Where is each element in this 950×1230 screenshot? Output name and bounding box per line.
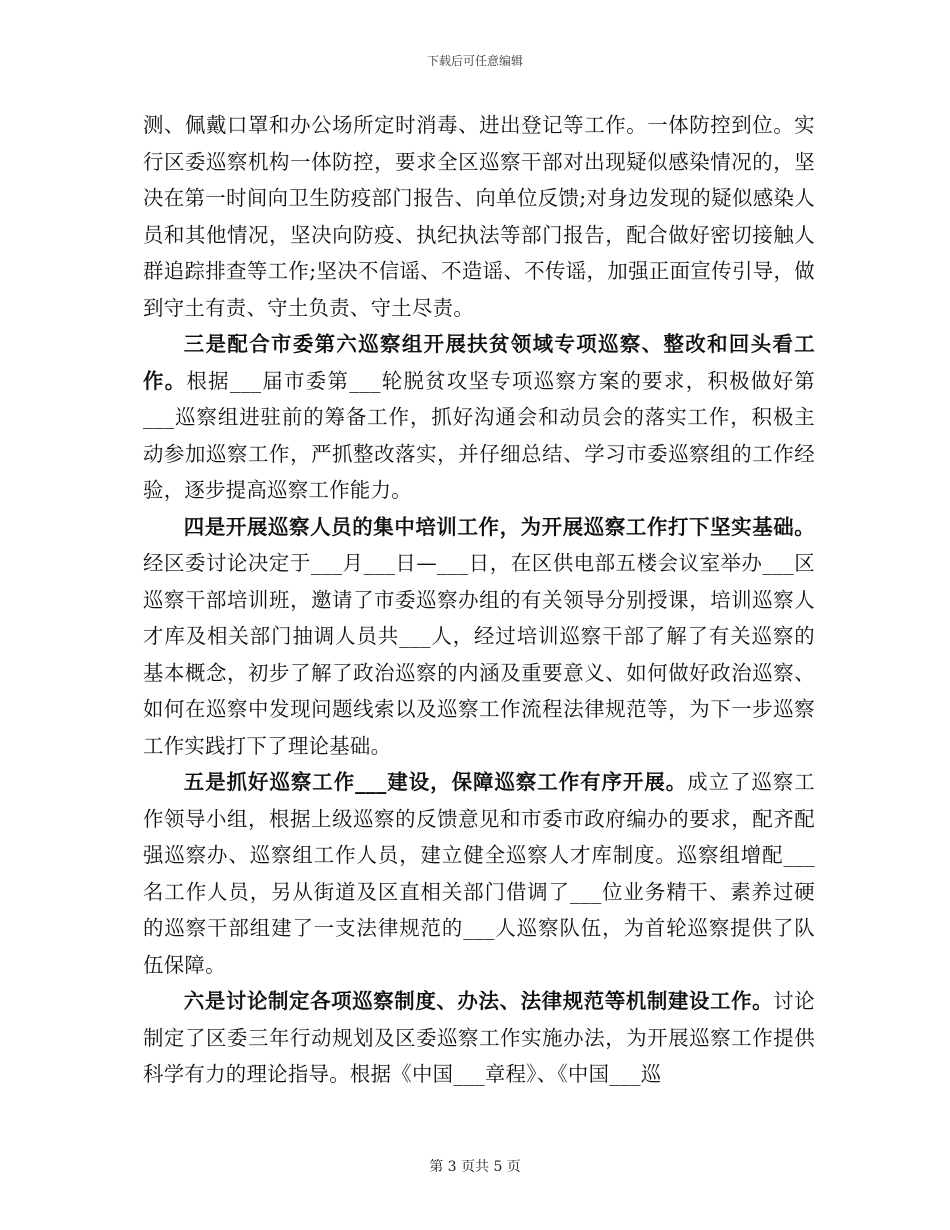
paragraph-5 <box>143 983 815 1093</box>
paragraph-heading: 六是讨论制定各项巡察制度、办法、法律规范等机制建设工作。 <box>183 989 774 1013</box>
paragraph-text: 经区委讨论决定于___月___日—___日，在区供电部五楼会议室举办___区巡察干部培训班，邀请了市委巡察办组的有关领导分别授课，培训巡察人才库及相关部门抽调人员共___人，经过培训巡察干部了解了有关巡察的基本概念，初步了解了政治巡察的内涵及重要意义、如何做好政治巡察、如何在巡察中发现问题线索以及巡察工作流程法律规范等，为下一步巡察工作实践打下了理论基础。 <box>143 551 815 758</box>
document-body <box>143 107 815 1093</box>
paragraph-heading: 四是开展巡察人员的集中培训工作，为开展巡察工作打下坚实基础。 <box>183 514 815 539</box>
paragraph-text: 成立了巡察工作领导小组，根据上级巡察的反馈意见和市委市政府编办的要求，配齐配强巡察办、巡察组工作人员，建立健全巡察人才库制度。巡察组增配___名工作人员，另从街道及区直相关部门借调了___位业务精干、素养过硬的巡察干部组建了一支法律规范的___人巡察队伍，为首轮巡察提供了队伍保障。 <box>143 770 815 977</box>
paragraph-heading: 三是配合市委第六巡察组开展扶贫领域专项巡察、整改和回头看工作。 <box>143 332 815 393</box>
page-footer: 第 3 页共 5 页 <box>429 1159 521 1175</box>
paragraph-3 <box>143 509 815 765</box>
paragraph-text: 讨论制定了区委三年行动规划及区委巡察工作实施办法，为开展巡察工作提供科学有力的理论指导。根据《中国___章程》、《中国___巡 <box>143 989 815 1086</box>
paragraph-2 <box>143 326 815 509</box>
page-header: 下载后可任意编辑 <box>426 54 523 68</box>
paragraph-1 <box>143 107 815 326</box>
paragraph-text: 根据___届市委第___轮脱贫攻坚专项巡察方案的要求，积极做好第___巡察组进驻前的筹备工作，抓好沟通会和动员会的落实工作，积极主动参加巡察工作，严抓整改落实，并仔细总结、学习市委巡察组的工作经验，逐步提高巡察工作能力。 <box>143 368 815 502</box>
paragraph-heading: 五是抓好巡察工作___建设，保障巡察工作有序开展。 <box>183 770 688 794</box>
paragraph-4 <box>143 764 815 983</box>
paragraph-text: 测、佩戴口罩和办公场所定时消毒、进出登记等工作。一体防控到位。实行区委巡察机构一体防控，要求全区巡察干部对出现疑似感染情况的，坚决在第一时间向卫生防疫部门报告、向单位反馈;对身边发现的疑似感染人员和其他情况，坚决向防疫、执纪执法等部门报告，配合做好密切接触人群追踪排查等工作;坚决不信谣、不造谣、不传谣，加强正面宣传引导，做到守土有责、守土负责、守土尽责。 <box>143 113 815 320</box>
